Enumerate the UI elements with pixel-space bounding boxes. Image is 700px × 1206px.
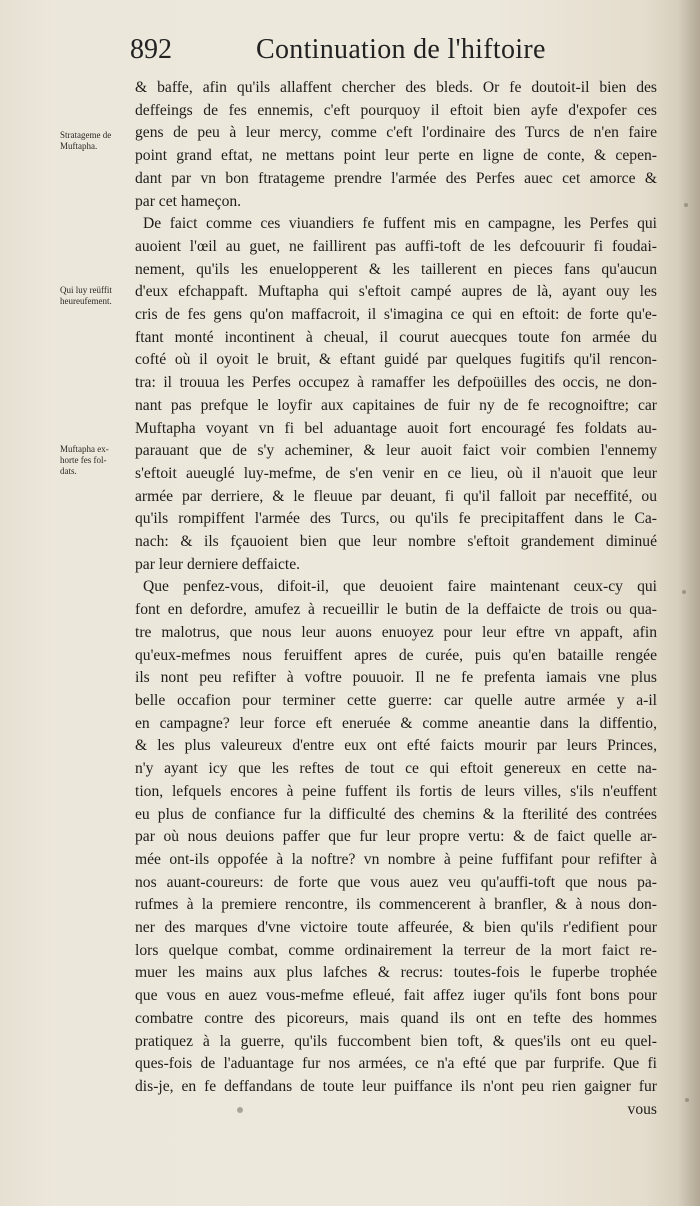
text-line: Que penfez-vous, difoit-il, que deuoient faire maintenant ceux-cy qui	[143, 578, 657, 596]
margin-note-line: heureufement.	[60, 296, 112, 306]
text-line: qu'eux-mefmes nous feruiffent apres de curée, puis qu'en bataille rengée	[135, 646, 657, 664]
text-line: combatre contre des picoreurs, mais quand ils ont en tefte des hommes	[135, 1009, 657, 1027]
ink-speck	[237, 1107, 243, 1113]
text-line: tion, lefquels encores à peine fuffent ils fortis de leurs villes, s'ils n'euffent	[135, 782, 657, 800]
text-line: belle occafion pour terminer cette guerre: car quelle autre armée y a-il	[135, 691, 657, 709]
ink-speck	[684, 203, 688, 207]
text-line: nach: & ils fçauoient bien que leur nombre s'eftoit grandement diminué	[135, 533, 657, 551]
text-line: par où nous deuions paffer que fur leur propre vertu: & de faict quelle ar-	[135, 828, 657, 846]
text-line: mée ont-ils oppofée à la noftre? vn nombre à peine fuffifant pour refifter à	[135, 850, 657, 868]
margin-note-line: Qui luy reüffit	[60, 285, 112, 295]
margin-note-line: horte fes fol-	[60, 455, 107, 465]
text-line: point grand eftat, ne mettans point leur perte en ligne de conte, & cepen-	[135, 147, 657, 165]
text-line: auoient l'œil au guet, ne faillirent pas auffi-toft de les defcouurir fi foudai-	[135, 237, 657, 255]
text-line: que vous en auez vous-mefme efleué, fait affez iuger qu'ils font bons pour	[135, 987, 657, 1005]
text-line: nant pas prefque le loyfir aux capitaines de fuir ny de fe recognoiftre; car	[135, 396, 657, 414]
text-line: armée par derriere, & le fleuue par deuant, fi qu'il falloit par neceffité, ou	[135, 487, 657, 505]
margin-note-line: dats.	[60, 466, 77, 476]
text-line: ner des marques d'vne victoire toute affeurée, & bien qu'ils r'edifient pour	[135, 919, 657, 937]
text-line: gens de peu à leur mercy, comme c'eft l'ordinaire des Turcs de n'en faire	[135, 124, 657, 142]
margin-note-line: Stratageme de	[60, 130, 112, 140]
text-line: cofté où il oyoit le bruit, & eftant guidé par quelques fugitifs qu'il rencon-	[135, 351, 657, 369]
text-line: en campagne? leur force eft eneruée & comme aneantie dans la diffentio,	[135, 714, 657, 732]
ink-speck	[685, 1098, 689, 1102]
text-line: pratiquez à la guerre, qu'ils fuccombent bien toft, & ques'ils ont eu quel-	[135, 1032, 657, 1050]
text-line: & les plus valeureux d'entre eux ont efté faicts mourir par leurs Princes,	[135, 737, 657, 755]
text-line: dis-je, en fe deffandans de toute leur puiffance ils n'ont peu rien gaigner fur	[135, 1077, 657, 1095]
text-line: n'y ayant icy que les reftes de tout ce qui eftoit genereux en cette na-	[135, 760, 657, 778]
text-line: qu'ils rompiffent l'armée des Turcs, ou qu'ils fe precipitaffent dans le Ca-	[135, 510, 657, 528]
text-line: par leur derniere deffaicte.	[135, 555, 301, 573]
text-line: Muftapha voyant vn fi bel aduantage auoit fort encouragé fes foldats au-	[135, 419, 657, 437]
text-line: ques-fois de l'aduantage fur nos armées, ce n'a efté que par furprife. Que fi	[135, 1055, 657, 1073]
ink-speck	[682, 590, 686, 594]
text-line: cris de fes gens qu'on maffacroit, il s'imagina ce qui en eftoit: de forte qu'e-	[135, 306, 657, 324]
margin-note-line: Muftapha ex-	[60, 444, 109, 454]
running-title: Continuation de l'hiftoire	[256, 34, 546, 65]
page-number: 892	[130, 34, 172, 65]
text-line: rufmes à la premiere rencontre, ils commencerent à branfler, & à nous don-	[135, 896, 657, 914]
text-line: s'eftoit aueuglé luy-mefme, de s'en venir en ce lieu, où il n'auoit que leur	[135, 464, 657, 482]
text-line: & baffe, afin qu'ils allaffent chercher des bleds. Or fe doutoit-il bien des	[135, 79, 657, 96]
text-line: muer les mains aux plus lafches & recrus: toutes-fois le fuperbe trophée	[135, 964, 657, 982]
text-line: deffeings de fes ennemis, c'eft pourquoy il eftoit bien ayfe d'expofer ces	[135, 101, 657, 119]
text-line: font en defordre, amufez à recueillir le butin de la deffaicte de trois ou qua-	[135, 601, 657, 619]
text-line: ils nont peu refifter à voftre pouuoir. Il ne fe prefenta iamais vne plus	[135, 669, 657, 687]
text-line: tra: il trouua les Perfes occupez à ramaffer les defpoüilles des occis, ne don-	[135, 374, 657, 392]
text-line: De faict comme ces viuandiers fe fuffent mis en campagne, les Perfes qui	[143, 215, 657, 233]
text-line: eu plus de confiance fur la difficulté des chemins & la fterilité des contrées	[135, 805, 657, 823]
text-line: ftant monté incontinent à cheual, il courut auecques toute fon armée du	[135, 328, 657, 346]
text-line: parauant que de s'y acheminer, & leur auoit faict voir combien l'ennemy	[135, 442, 657, 460]
margin-note-line: Muftapha.	[60, 141, 98, 151]
text-line: par cet hameçon.	[135, 192, 242, 210]
text-line: nos auant-coureurs: de forte que vous auez veu qu'auffi-toft que nous pa-	[135, 873, 657, 891]
text-line: d'eux efchappaft. Muftapha qui s'eftoit campé aupres de là, ayant ouy les	[135, 283, 657, 301]
text-line: lors quelque combat, comme ordinairement la terreur de la mort faict re-	[135, 941, 657, 959]
text-line: dant par vn bon ftratageme prendre l'armée des Perfes auec cet amorce &	[135, 169, 657, 187]
text-line: nement, qu'ils les enuelopperent & les taillerent en pieces fans qu'aucun	[135, 260, 657, 278]
catchword: vous	[627, 1100, 657, 1118]
text-line: tre malotrus, que nous leur auons enuoyez pour leur eftre vn appaft, afin	[135, 623, 657, 641]
